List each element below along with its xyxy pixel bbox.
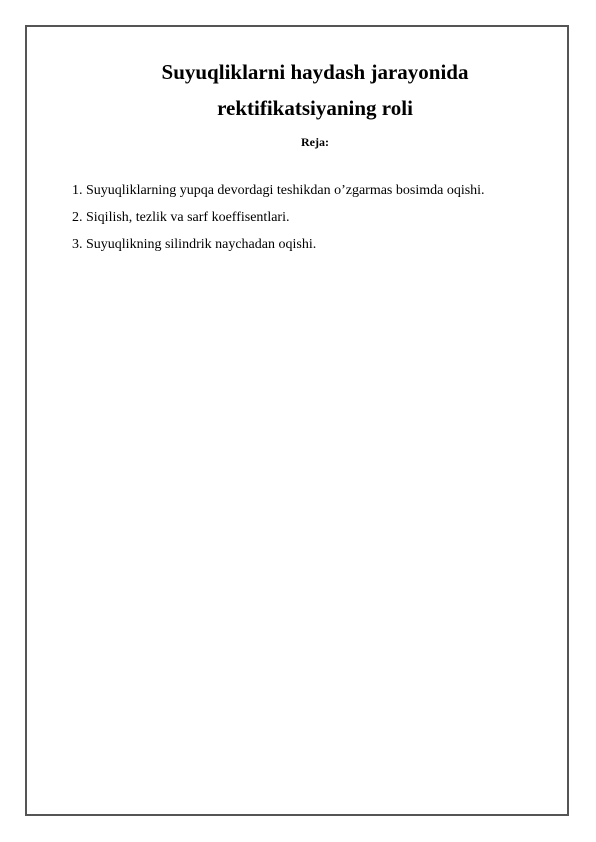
plan-item: 1. Suyuqliklarning yupqa devordagi teshikdan o’zgarmas bosimda oqishi. [72,183,485,198]
plan-list [72,177,552,258]
plan-item: 2. Siqilish, tezlik va sarf koeffisentlari. [72,210,290,225]
document-title-line-1: Suyuqliklarni haydash jarayonida [161,60,469,84]
document-title-line-2: rektifikatsiyaning roli [217,96,413,120]
plan-item: 3. Suyuqlikning silindrik naychadan oqishi. [72,237,317,252]
plan-heading: Reja: [301,135,329,149]
